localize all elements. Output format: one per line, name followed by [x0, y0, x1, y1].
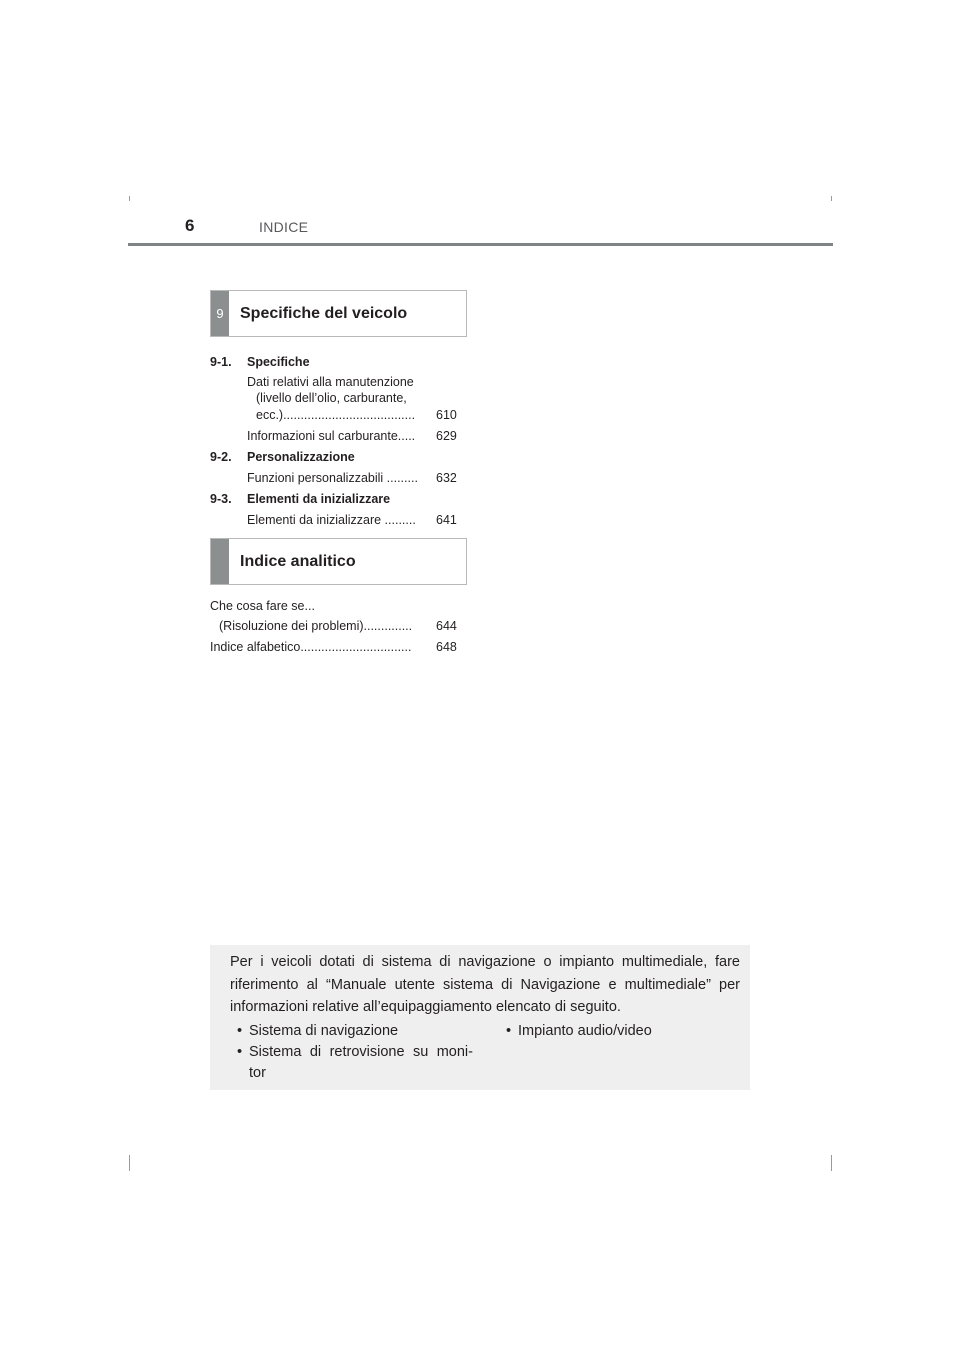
toc-entry-line: Indice alfabetico................................: [210, 640, 412, 654]
bullet-marker: •: [237, 1044, 243, 1060]
bullet-marker: •: [506, 1023, 512, 1039]
toc-entry-line: Elementi da inizializzare .........: [247, 513, 416, 527]
toc-group-heading: Elementi da inizializzare: [247, 492, 391, 506]
section-tab: [211, 539, 229, 584]
toc-page-number[interactable]: 610: [436, 408, 457, 422]
bullet-marker: •: [237, 1023, 243, 1039]
note-box: [210, 945, 750, 1090]
header-rule: [128, 243, 833, 246]
toc-page-number[interactable]: 648: [436, 640, 457, 654]
toc-group-number: 9-1.: [210, 355, 232, 369]
section-title: Indice analitico: [240, 552, 356, 570]
bullet-item: Sistema di retrovisione su moni-: [249, 1044, 473, 1060]
index-heading-box: [210, 538, 467, 585]
toc-entry-line: ecc.)......................................: [256, 408, 416, 422]
crop-mark-bottom-left: [129, 1155, 130, 1171]
bullet-item: Impianto audio/video: [518, 1023, 652, 1039]
toc-entry-line: (Risoluzione dei problemi)..............: [219, 619, 413, 633]
toc-group-heading: Specifiche: [247, 355, 310, 369]
crop-mark-top-right: [831, 196, 832, 201]
toc-page-number[interactable]: 641: [436, 513, 457, 527]
bullet-item: Sistema di navigazione: [249, 1023, 399, 1039]
toc-entry-line: Funzioni personalizzabili .........: [247, 471, 418, 485]
toc-group-number: 9-3.: [210, 492, 232, 506]
section-tab: 9: [211, 291, 229, 336]
toc-group-number: 9-2.: [210, 450, 232, 464]
crop-mark-top-left: [129, 196, 130, 201]
toc-entry-line: Informazioni sul carburante.....: [247, 429, 416, 443]
toc-entry-line: Dati relativi alla manutenzione: [247, 375, 414, 389]
section-9-heading-box: [210, 290, 467, 337]
page-number: 6: [185, 216, 195, 235]
toc-page-number[interactable]: 629: [436, 429, 457, 443]
toc-page-number[interactable]: 644: [436, 619, 457, 633]
toc-group-heading: Personalizzazione: [247, 450, 355, 464]
note-text: Per i veicoli dotati di sistema di navigazione o impianto multimediale, fare riferimento al “Manuale utente sistema di Navigazione e multimediale” per informazioni relative all’equipaggiamento elencato di seguito.: [230, 954, 740, 1015]
section-title: Specifiche del veicolo: [240, 304, 408, 322]
bullet-item-continued: tor: [249, 1065, 266, 1081]
toc-page-number[interactable]: 632: [436, 471, 457, 485]
toc-entry-line: Che cosa fare se...: [210, 599, 315, 613]
toc-entry-line: (livello dell’olio, carburante,: [256, 391, 407, 405]
page-title: INDICE: [259, 219, 309, 235]
crop-mark-bottom-right: [831, 1155, 832, 1171]
